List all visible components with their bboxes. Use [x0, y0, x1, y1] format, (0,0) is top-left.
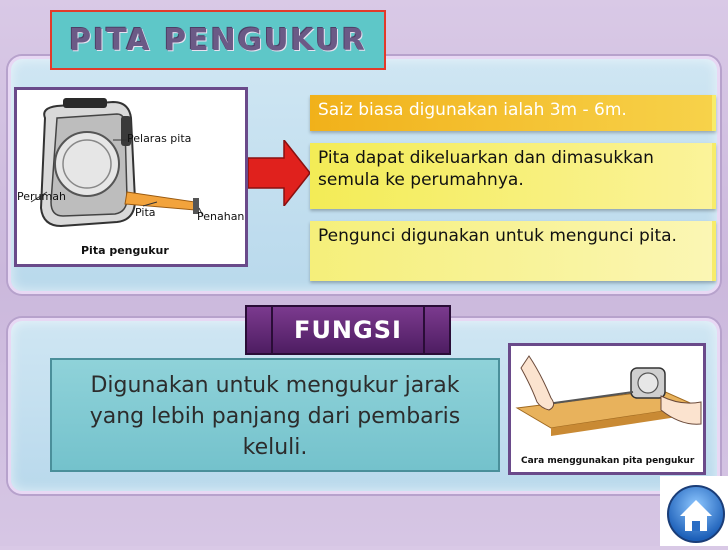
- measuring-board-illustration: [511, 346, 703, 472]
- diagram-caption: Pita pengukur: [81, 244, 169, 257]
- info-text-size: Saiz biasa digunakan ialah 3m - 6m.: [318, 100, 627, 120]
- info-box-retract: [310, 143, 716, 209]
- page-title: PITA PENGUKUR: [69, 22, 367, 58]
- info-box-size: [310, 95, 716, 131]
- info-box-lock: [310, 221, 716, 281]
- label-perumah: Perumah: [17, 190, 66, 203]
- label-pelaras: Pelaras pita: [127, 132, 192, 145]
- fungsi-heading: FUNGSI: [294, 316, 402, 344]
- label-penahan: Penahan: [197, 210, 245, 223]
- red-arrow-icon: [248, 140, 310, 206]
- fungsi-banner: [245, 305, 451, 355]
- function-description: Digunakan untuk mengukur jarak yang lebih panjang dari pembaris keluli.: [89, 373, 461, 460]
- tape-measure-diagram: [14, 87, 248, 267]
- tape-measure-illustration: [17, 90, 245, 264]
- home-button[interactable]: [660, 476, 728, 546]
- usage-caption: Cara menggunakan pita pengukur: [521, 456, 695, 466]
- home-icon[interactable]: [660, 476, 728, 546]
- title-banner: [50, 10, 386, 70]
- info-text-retract: Pita dapat dikeluarkan dan dimasukkan semula ke perumahnya.: [318, 148, 654, 190]
- info-text-lock: Pengunci digunakan untuk mengunci pita.: [318, 226, 677, 246]
- function-description-box: [50, 358, 500, 472]
- label-pita: Pita: [135, 206, 156, 219]
- usage-illustration: [508, 343, 706, 475]
